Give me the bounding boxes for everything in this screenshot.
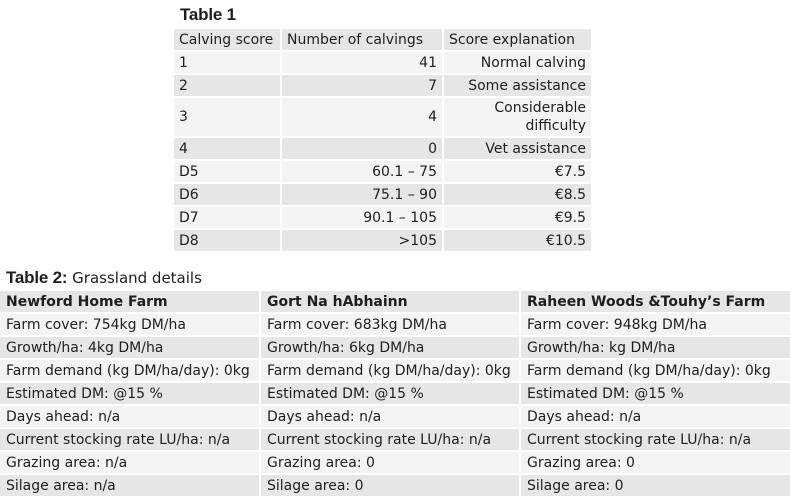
table-cell: Grazing area: 0 xyxy=(520,451,790,474)
table-cell: D6 xyxy=(174,183,281,206)
table-row xyxy=(174,206,591,229)
table-row xyxy=(0,359,790,382)
table-cell: €7.5 xyxy=(443,160,591,183)
table-cell: >105 xyxy=(281,229,443,251)
table2-title xyxy=(6,268,202,288)
table-row xyxy=(0,336,790,359)
grassland-details-table xyxy=(0,289,790,496)
table-cell: Farm cover: 948kg DM/ha xyxy=(520,313,790,336)
table-cell: Growth/ha: 6kg DM/ha xyxy=(260,336,520,359)
table-cell: Silage area: n/a xyxy=(0,474,260,496)
header-cell: Raheen Woods &Touhy’s Farm xyxy=(520,290,790,313)
table-cell: €9.5 xyxy=(443,206,591,229)
table-cell: 75.1 – 90 xyxy=(281,183,443,206)
table-row xyxy=(174,97,591,137)
table-cell: Grazing area: n/a xyxy=(0,451,260,474)
table-cell: Farm cover: 683kg DM/ha xyxy=(260,313,520,336)
table-row xyxy=(0,428,790,451)
table-cell: Vet assistance xyxy=(443,137,591,160)
table-row xyxy=(0,474,790,496)
table-cell: 3 xyxy=(174,97,281,137)
table-row xyxy=(0,405,790,428)
table-cell: 7 xyxy=(281,74,443,97)
table-row xyxy=(174,74,591,97)
table-cell: Current stocking rate LU/ha: n/a xyxy=(0,428,260,451)
table-cell: Growth/ha: kg DM/ha xyxy=(520,336,790,359)
table-cell: Current stocking rate LU/ha: n/a xyxy=(520,428,790,451)
table-cell: Farm cover: 754kg DM/ha xyxy=(0,313,260,336)
table-cell: 41 xyxy=(281,51,443,74)
table-cell: D8 xyxy=(174,229,281,251)
table-row xyxy=(174,137,591,160)
table-cell: Days ahead: n/a xyxy=(0,405,260,428)
table-cell: Farm demand (kg DM/ha/day): 0kg xyxy=(520,359,790,382)
table-row xyxy=(174,229,591,251)
table-cell: Farm demand (kg DM/ha/day): 0kg xyxy=(0,359,260,382)
table-cell: €8.5 xyxy=(443,183,591,206)
calving-score-table xyxy=(174,27,591,251)
header-cell: Calving score xyxy=(174,28,281,51)
table-row xyxy=(0,382,790,405)
table-cell: 4 xyxy=(174,137,281,160)
table-cell: Some assistance xyxy=(443,74,591,97)
header-cell: Score explanation xyxy=(443,28,591,51)
table-cell: 1 xyxy=(174,51,281,74)
table-cell: D5 xyxy=(174,160,281,183)
table-row xyxy=(174,183,591,206)
table-cell: 2 xyxy=(174,74,281,97)
table-cell: Silage area: 0 xyxy=(260,474,520,496)
table-cell: Grazing area: 0 xyxy=(260,451,520,474)
table-cell: Estimated DM: @15 % xyxy=(520,382,790,405)
table-cell: €10.5 xyxy=(443,229,591,251)
table-cell: Current stocking rate LU/ha: n/a xyxy=(260,428,520,451)
table-cell: 0 xyxy=(281,137,443,160)
table-cell: Farm demand (kg DM/ha/day): 0kg xyxy=(260,359,520,382)
table-cell: Estimated DM: @15 % xyxy=(260,382,520,405)
table-cell: D7 xyxy=(174,206,281,229)
table-cell: 4 xyxy=(281,97,443,137)
table-row xyxy=(174,160,591,183)
table-row xyxy=(0,313,790,336)
table-cell: Considerable difficulty xyxy=(443,97,591,137)
table-cell: Days ahead: n/a xyxy=(520,405,790,428)
table-cell: 60.1 – 75 xyxy=(281,160,443,183)
table-cell: Growth/ha: 4kg DM/ha xyxy=(0,336,260,359)
header-cell: Number of calvings xyxy=(281,28,443,51)
table2-title-bold: Table 2: xyxy=(6,268,68,287)
table-cell: Estimated DM: @15 % xyxy=(0,382,260,405)
table-cell: Days ahead: n/a xyxy=(260,405,520,428)
table-header-row xyxy=(174,28,591,51)
header-cell: Newford Home Farm xyxy=(0,290,260,313)
table1-title: Table 1 xyxy=(180,5,236,24)
header-cell: Gort Na hAbhainn xyxy=(260,290,520,313)
table-row xyxy=(0,451,790,474)
table2-title-text: Grassland details xyxy=(67,269,202,287)
table-row xyxy=(174,51,591,74)
table-header-row xyxy=(0,290,790,313)
table-cell: Normal calving xyxy=(443,51,591,74)
table-cell: Silage area: 0 xyxy=(520,474,790,496)
table-cell: 90.1 – 105 xyxy=(281,206,443,229)
